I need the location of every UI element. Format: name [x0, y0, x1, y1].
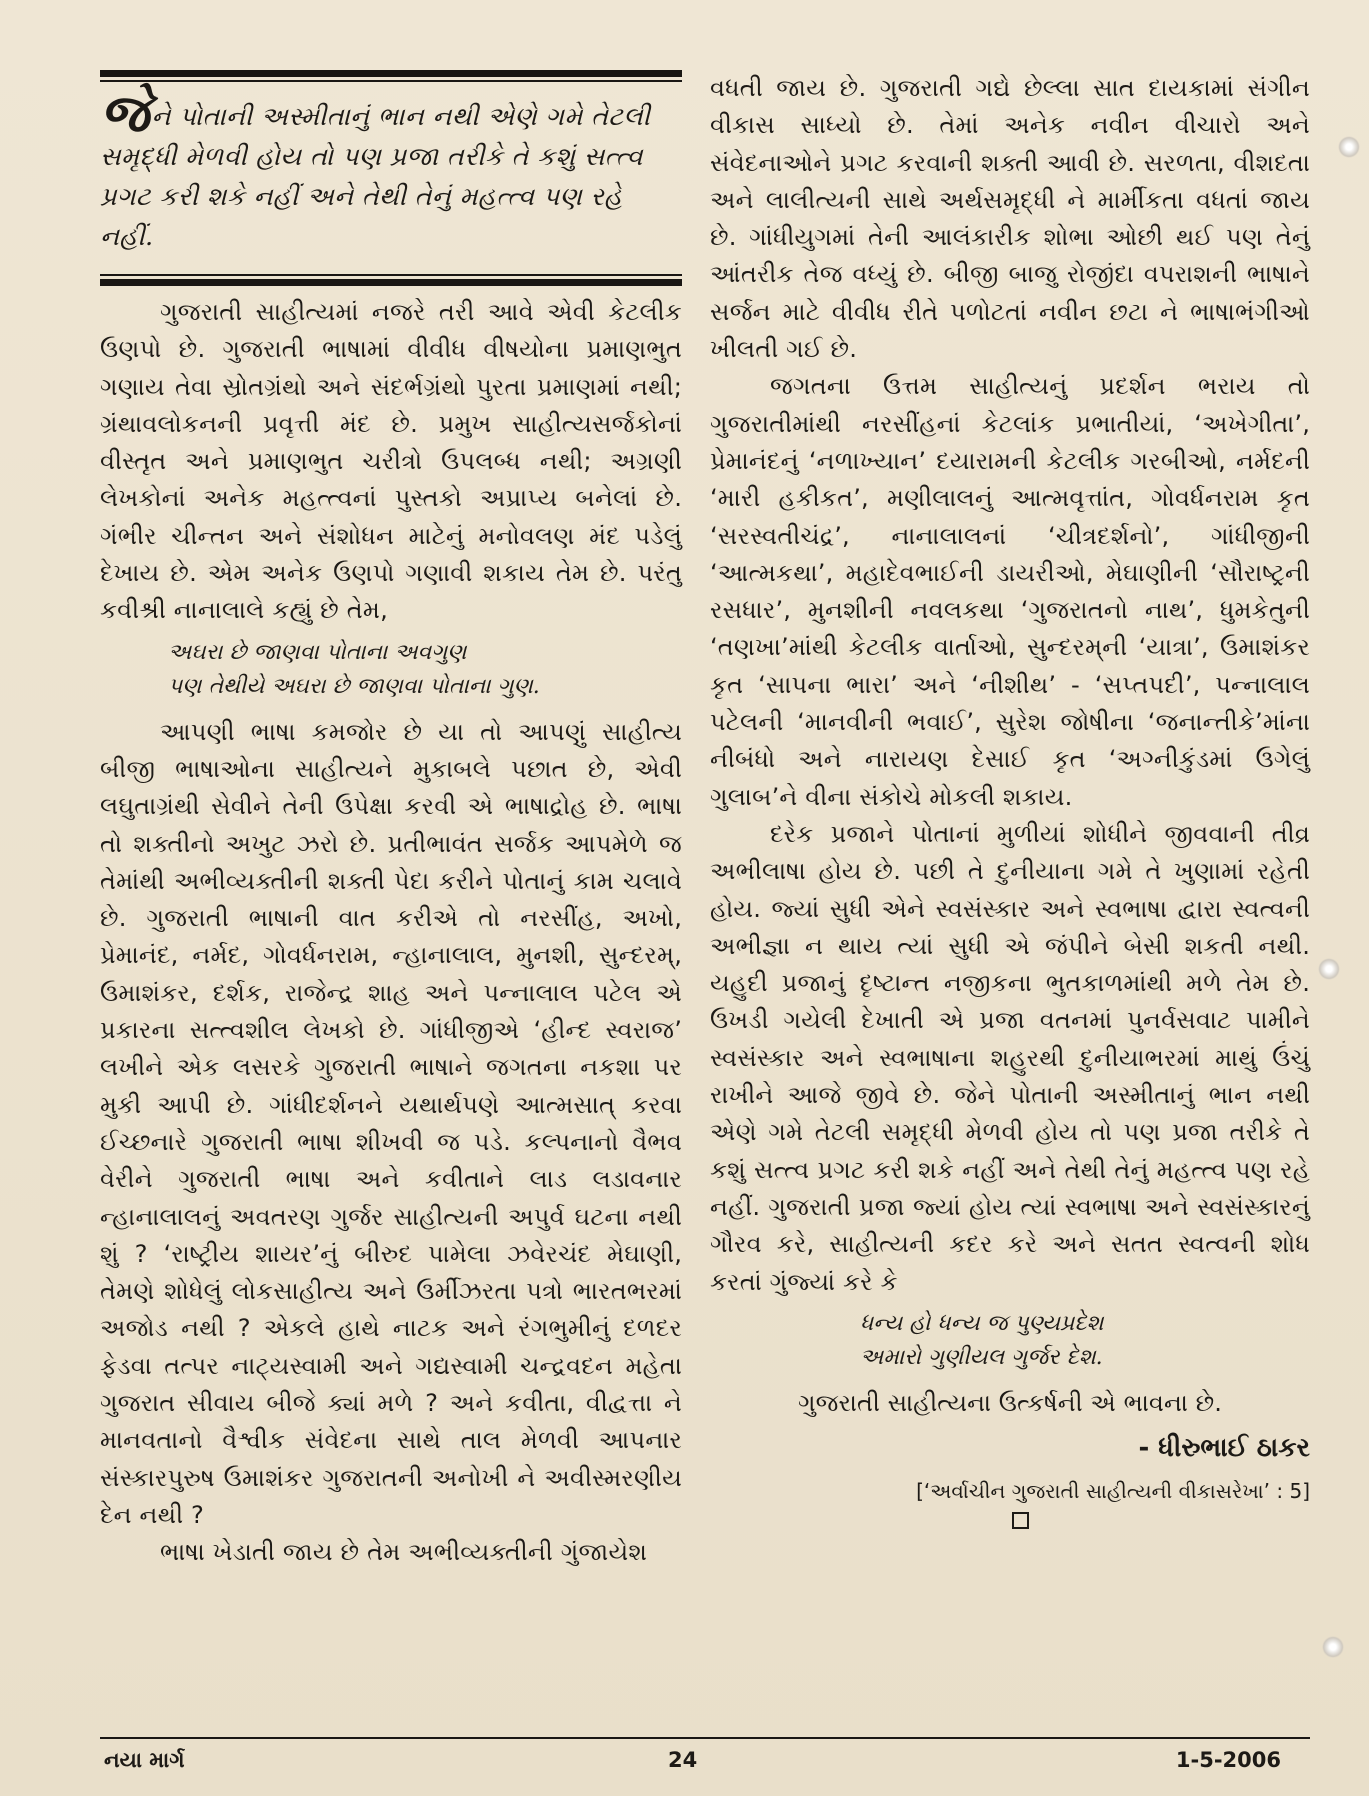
left-verse-line-1: અઘરા છે જાણવા પોતાના અવગુણ — [168, 639, 467, 665]
pull-quote — [100, 82, 682, 271]
closing-line: ગુજરાતી સાહીત્યના ઉત્કર્ષની એ ભાવના છે. — [798, 1388, 1222, 1417]
right-verse-line-2: અમારો ગુણીયલ ગુર્જર દેશ. — [860, 1344, 1103, 1370]
left-verse-line-2: પણ તેથીયે અઘરા છે જાણવા પોતાના ગુણ. — [168, 673, 540, 699]
right-verse — [710, 1307, 1310, 1375]
left-paragraph-2: આપણી ભાષા કમજોર છે યા તો આપણું સાહીત્ય બીજી ભાષાઓના સાહીત્યને મુકાબલે પછાત છે, એવી લઘુતાગ્રંથી સેવીને તેની ઉપેક્ષા કરવી એ ભાષાદ્રોહ છે. ભાષા તો શક્તીનો અખુટ ઝરો છે. પ્રતીભાવંત સર્જક આપમેળે જ તેમાંથી અભીવ્યક્તીની શક્તી પેદા કરીને પોતાનું કામ ચલાવે છે. ગુજરાતી ભાષાની વાત કરીએ તો નરસીંહ, અખો, પ્રેમાનંદ, નર્મદ, ગોવર્ધનરામ, ન્હાનાલાલ, મુનશી, સુન્દરમ્, ઉમાશંકર, દર્શક, રાજેન્દ્ર શાહ અને પન્નાલાલ પટેલ એ પ્રકારના સત્ત્વશીલ લેખકો છે. ગાંધીજીએ ‘હીન્દ સ્વરાજ’ લખીને એક લસરકે ગુજરાતી ભાષાને જગતના નકશા પર મુકી આપી છે. ગાંધીદર્શનને યથાર્થપણે આત્મસાત્ કરવા ઈચ્છનારે ગુજરાતી ભાષા શીખવી જ પડે. કલ્પનાનો વૈભવ વેરીને ગુજરાતી ભાષા અને કવીતાને લાડ લડાવનાર ન્હાનાલાલનું અવતરણ ગુર્જર સાહીત્યની અપુર્વ ઘટના નથી શું ? ‘રાષ્ટ્રીય શાયર’નું બીરુદ પામેલા ઝવેરચંદ મેઘાણી, તેમણે શોધેલું લોકસાહીત્ય અને ઉર્મીઝરતા પત્રો ભારતભરમાં અજોડ નથી ? એકલે હાથે નાટક અને રંગભુમીનું દળદર ફેડવા તત્પર નાટ્યસ્વામી અને ગદ્યસ્વામી ચન્દ્રવદન મહેતા ગુજરાત સીવાય બીજે ક્યાં મળે ? અને કવીતા, વીદ્વત્તા ને માનવતાનો વૈશ્વીક સંવેદના સાથે તાલ મેળવી આપનાર સંસ્કારપુરુષ ઉમાશંકર ગુજરાતની અનોખી ને અવીસ્મરણીય દેન નથી ? — [100, 717, 682, 1529]
footer-rule — [100, 1737, 1310, 1739]
pull-quote-dropcap: જે — [100, 83, 150, 144]
right-paragraph-2: જગતના ઉત્તમ સાહીત્યનું પ્રદર્શન ભરાય તો ગુજરાતીમાંથી નરસીંહનાં કેટલાંક પ્રભાતીયાં, ‘અખેગીતા’, પ્રેમાનંદનું ‘નળાખ્યાન’ દયારામની કેટલીક ગરબીઓ, નર્મદની ‘મારી હકીકત’, મણીલાલનું આત્મવૃત્તાંત, ગોવર્ધનરામ કૃત ‘સરસ્વતીચંદ્ર’, નાનાલાલનાં ‘ચીત્રદર્શનો’, ગાંધીજીની ‘આત્મકથા’, મહાદેવભાઈની ડાયરીઓ, મેઘાણીની ‘સૌરાષ્ટ્રની રસધાર’, મુનશીની નવલકથા ‘ગુજરાતનો નાથ’, ધુમકેતુની ‘તણખા’માંથી કેટલીક વાર્તાઓ, સુન્દરમ્‌ની ‘યાત્રા’, ઉમાશંકર કૃત ‘સાપના ભારા’ અને ‘નીશીથ’ - ‘સપ્તપદી’, પન્નાલાલ પટેલની ‘માનવીની ભવાઈ’, સુરેશ જોષીના ‘જનાન્તીકે’માંના નીબંધો અને નારાયણ દેસાઈ કૃત ‘અગ્નીકુંડમાં ઉગેલું ગુલાબ’ને વીના સંકોચે મોકલી શકાય. — [710, 372, 1310, 811]
footer-date: 1-5-2006 — [1175, 1748, 1281, 1772]
left-verse — [100, 636, 682, 704]
pin-hole-icon — [1318, 958, 1340, 980]
pin-hole-icon — [1338, 136, 1360, 158]
left-paragraph-3: ભાષા ખેડાતી જાય છે તેમ અભીવ્યક્તીની ગુંજાયેશ — [160, 1538, 648, 1567]
pin-hole-icon — [1322, 1636, 1344, 1658]
left-column — [100, 70, 682, 1572]
pull-quote-top-rule — [100, 70, 682, 77]
right-paragraph-3: દરેક પ્રજાને પોતાનાં મુળીયાં શોધીને જીવવાની તીવ્ર અભીલાષા હોય છે. પછી તે દુનીયાના ગમે તે ખુણામાં રહેતી હોય. જ્યાં સુધી એને સ્વસંસ્કાર અને સ્વભાષા દ્વારા સ્વત્વની અભીજ્ઞા ન થાય ત્યાં સુધી એ જંપીને બેસી શકતી નથી. યહુદી પ્રજાનું દૃષ્ટાન્ત નજીકના ભુતકાળમાંથી મળે તેમ છે. ઉખડી ગયેલી દેખાતી એ પ્રજા વતનમાં પુનર્વસવાટ પામીને સ્વસંસ્કાર અને સ્વભાષાના શહુરથી દુનીયાભરમાં માથું ઉંચું રાખીને આજે જીવે છે. જેને પોતાની અસ્મીતાનું ભાન નથી એણે ગમે તેટલી સમૃદ્ધી મેળવી હોય તો પણ પ્રજા તરીકે તે કશું સત્ત્વ પ્રગટ કરી શકે નહીં અને તેથી તેનું મહત્ત્વ પણ રહે નહીં. ગુજરાતી પ્રજા જ્યાં હોય ત્યાં સ્વભાષા અને સ્વસંસ્કારનું ગૌરવ કરે, સાહીત્યની કદર કરે અને સતત સ્વત્વની શોધ કરતાં ગુંજ્યાં કરે કે — [710, 819, 1310, 1296]
pull-quote-bottom-rule-thin — [100, 274, 682, 276]
source-citation: [‘અર્વાચીન ગુજરાતી સાહીત્યની વીકાસરેખા’ : 5] — [916, 1478, 1310, 1503]
author-signature: - ધીરુભાઈ ઠાકર — [1138, 1432, 1310, 1463]
pull-quote-text: ને પોતાની અસ્મીતાનું ભાન નથી એણે ગમે તેટલી સમૃદ્ધી મેળવી હોય તો પણ પ્રજા તરીકે તે કશું સત્ત્વ પ્રગટ કરી શકે નહીં અને તેથી તેનું મહત્ત્વ પણ રહે નહીં. — [100, 102, 651, 252]
pull-quote-bottom-rule — [100, 279, 682, 286]
right-column — [710, 70, 1310, 1529]
left-paragraph-1: ગુજરાતી સાહીત્યમાં નજરે તરી આવે એવી કેટલીક ઉણપો છે. ગુજરાતી ભાષામાં વીવીધ વીષયોના પ્રમાણભુત ગણાય તેવા સ્રોતગ્રંથો અને સંદર્ભગ્રંથો પુરતા પ્રમાણમાં નથી; ગ્રંથાવલોકનની પ્રવૃત્તી મંદ છે. પ્રમુખ સાહીત્યસર્જકોનાં વીસ્તૃત અને પ્રમાણભુત ચરીત્રો ઉપલબ્ધ નથી; અગ્રણી લેખકોનાં અનેક મહત્ત્વનાં પુસ્તકો અપ્રાપ્ય બનેલાં છે. ગંભીર ચીન્તન અને સંશોધન માટેનું મનોવલણ મંદ પડેલું દેખાય છે. એમ અનેક ઉણપો ગણાવી શકાય તેમ છે. પરંતુ કવીશ્રી નાનાલાલે કહ્યું છે તેમ, — [100, 298, 682, 625]
right-verse-line-1: ધન્ય હો ધન્ય જ પુણ્યપ્રદેશ — [860, 1310, 1104, 1336]
footer-magazine-name: નયા માર્ગ — [104, 1748, 185, 1772]
footer-page-number: 24 — [668, 1748, 698, 1772]
end-mark-icon — [1012, 1512, 1029, 1529]
right-paragraph-1: વધતી જાય છે. ગુજરાતી ગદ્યે છેલ્લા સાત દાયકામાં સંગીન વીકાસ સાધ્યો છે. તેમાં અનેક નવીન વીચારો અને સંવેદનાઓને પ્રગટ કરવાની શક્તી આવી છે. સરળતા, વીશદતા અને લાલીત્યની સાથે અર્થસમૃદ્ધી ને માર્મીકતા વધતાં જાય છે. ગાંધીયુગમાં તેની આલંકારીક શોભા ઓછી થઈ પણ તેનું આંતરીક તેજ વધ્યું છે. બીજી બાજુ રોજીંદા વપરાશની ભાષાને સર્જન માટે વીવીધ રીતે પળોટતાં નવીન છટા ને ભાષાભંગીઓ ખીલતી ગઈ છે. — [710, 74, 1310, 364]
